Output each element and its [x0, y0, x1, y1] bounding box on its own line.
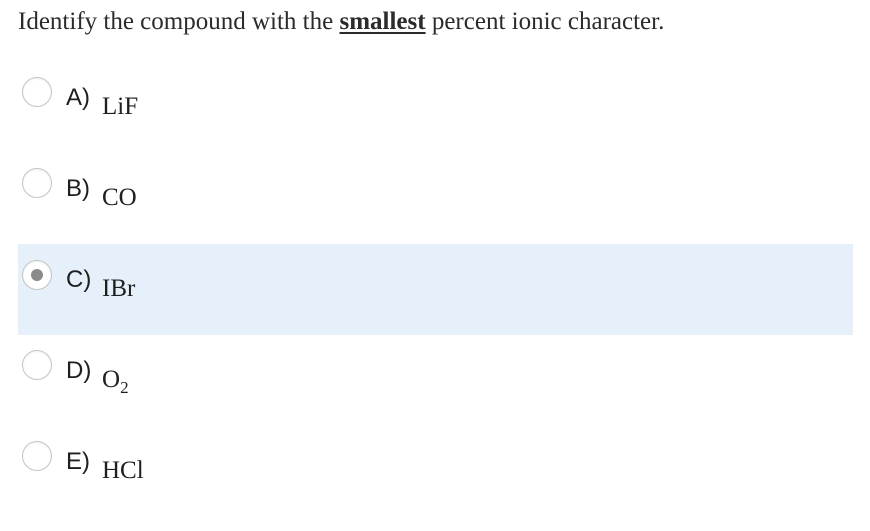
option-b-formula: CO	[102, 184, 137, 211]
radio-button-c[interactable]	[22, 260, 52, 290]
option-e-formula: HCl	[102, 457, 144, 484]
option-d-text	[102, 365, 129, 395]
radio-button-b[interactable]	[22, 168, 52, 198]
option-d-subscript: 2	[120, 378, 129, 397]
radio-button-a[interactable]	[22, 77, 52, 107]
question-prefix: Identify the compound with the	[18, 8, 340, 35]
option-c-text	[102, 274, 135, 304]
option-a-letter: A)	[66, 84, 90, 111]
answer-options	[18, 62, 853, 517]
option-d[interactable]	[18, 335, 853, 426]
option-c-letter: C)	[66, 266, 92, 293]
radio-button-d[interactable]	[22, 350, 52, 380]
option-b-letter: B)	[66, 175, 90, 202]
option-c-formula: IBr	[102, 275, 136, 302]
option-a-text	[102, 92, 138, 122]
option-c[interactable]	[18, 244, 853, 335]
option-a[interactable]	[18, 62, 853, 153]
question-text	[18, 6, 664, 38]
option-b-text	[102, 183, 137, 213]
option-d-formula: O	[102, 366, 121, 393]
question-suffix: percent ionic character.	[425, 8, 665, 35]
option-a-formula: LiF	[102, 93, 139, 120]
option-b[interactable]	[18, 153, 853, 244]
question-emphasis: smallest	[339, 8, 426, 35]
radio-selected-dot-icon	[31, 269, 43, 281]
option-e-letter: E)	[66, 448, 90, 475]
option-e-text	[102, 456, 144, 486]
option-d-letter: D)	[66, 357, 92, 384]
option-e[interactable]	[18, 426, 853, 517]
radio-button-e[interactable]	[22, 441, 52, 471]
